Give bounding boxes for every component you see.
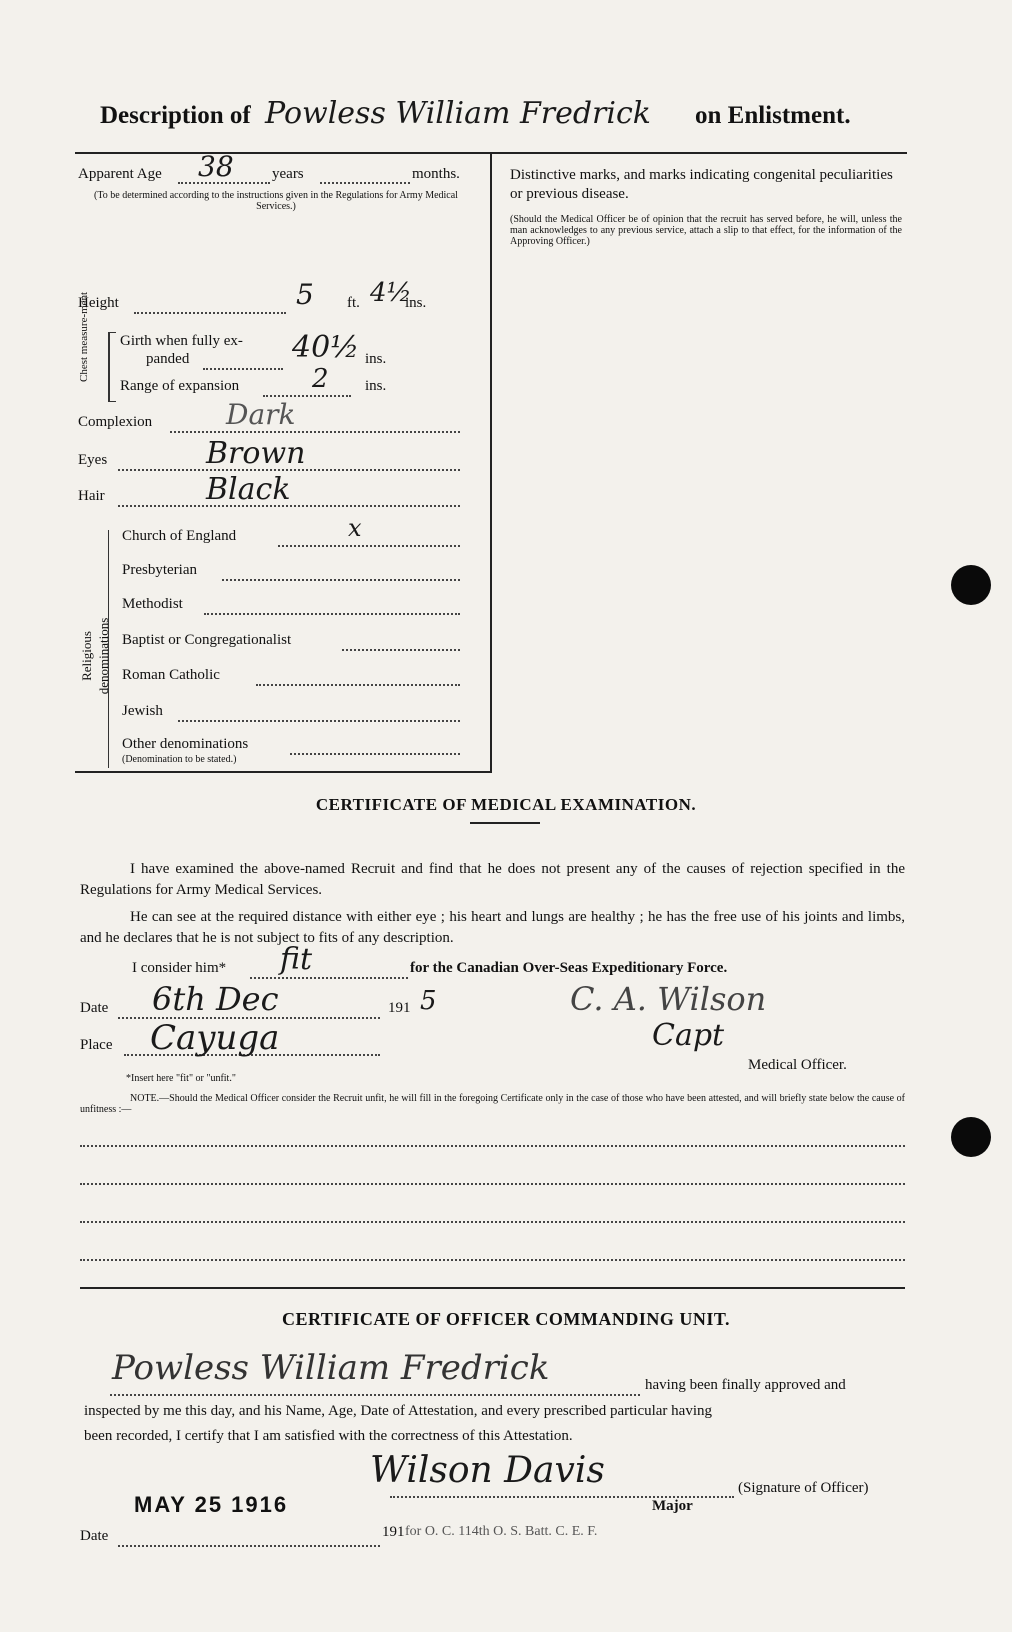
age-note: (To be determined according to the instructions given in the Regulations for Army Medical Services.): [94, 190, 458, 212]
medical-para1: I have examined the above-named Recruit and find that he does not present any of the causes of rejection specified in the Regulations for Army Medical Services.: [80, 861, 905, 898]
commanding-line1-tail: having been finally approved and: [645, 1377, 846, 1393]
marks-title: Distinctive marks, and marks indicating congenital peculiarities or previous disease.: [510, 167, 893, 202]
hair-value: Black: [206, 472, 291, 507]
range-ins-label: ins.: [365, 378, 387, 394]
religion-brace: [108, 530, 115, 768]
complexion-value: Dark: [226, 398, 296, 431]
force-text: for the Canadian Over-Seas Expeditionary Force.: [410, 960, 728, 976]
religion-row: [122, 632, 291, 649]
religion-row: [122, 736, 248, 753]
height-label: Height: [78, 295, 119, 311]
medical-title-rule: [470, 822, 540, 824]
range-value: 2: [312, 364, 329, 394]
religion-dots: [256, 684, 460, 686]
religion-label: Church of England: [122, 528, 237, 544]
punch-hole-top: [951, 565, 991, 605]
religion-dots: [290, 753, 460, 755]
complexion-dots: [170, 431, 460, 433]
age-label: Apparent Age: [78, 166, 162, 182]
commanding-line3: been recorded, I certify that I am satisfied with the correctness of this Attestation.: [84, 1428, 573, 1444]
religion-row: [122, 703, 163, 720]
consider-value: fit: [280, 942, 313, 977]
religion-dots: [342, 649, 460, 651]
religion-dots: [178, 720, 460, 722]
medical-title: CERTIFICATE OF MEDICAL EXAMINATION.: [315, 795, 697, 814]
religion-label: Baptist or Congregationalist: [122, 632, 292, 648]
column-divider: [490, 152, 492, 772]
commanding-sig-label: (Signature of Officer): [738, 1480, 869, 1496]
consider-label: I consider him*: [132, 960, 227, 976]
commanding-name-dots: [110, 1394, 640, 1396]
height-in-value: 4½: [370, 278, 412, 308]
religion-label: Other denominations: [122, 736, 249, 752]
unfit-line-1: [80, 1145, 905, 1147]
months-dots: [320, 182, 410, 184]
religion-mark: x: [348, 514, 362, 542]
religion-row: [122, 596, 183, 613]
religion-row: [122, 562, 197, 579]
girth-dots: [203, 368, 283, 370]
height-ft-value: 5: [296, 278, 314, 311]
place-value: Cayuga: [150, 1018, 280, 1058]
left-bottom-rule: [75, 771, 492, 773]
months-label: months.: [412, 166, 460, 182]
medical-year-prefix: 191: [388, 1000, 411, 1016]
insert-note: *Insert here "fit" or "unfit.": [126, 1073, 236, 1084]
commanding-name: Powless William Fredrick: [112, 1348, 550, 1388]
medical-date-value: 6th Dec: [152, 980, 279, 1018]
chest-side-label: Chest measure-ment: [78, 291, 90, 382]
religion-dots: [222, 579, 460, 581]
religion-side-label: Religious denominations: [79, 617, 111, 695]
girth-ins-label: ins.: [365, 351, 387, 367]
unfit-line-2: [80, 1183, 905, 1185]
date-stamp: MAY 25 1916: [134, 1492, 289, 1517]
years-label: years: [272, 166, 304, 182]
girth-value: 40½: [292, 330, 360, 365]
commanding-signature: Wilson Davis: [370, 1450, 605, 1491]
commanding-title: CERTIFICATE OF OFFICER COMMANDING UNIT.: [281, 1309, 731, 1329]
header-suffix: on Enlistment.: [695, 102, 851, 129]
medical-date-label: Date: [80, 1000, 109, 1016]
religion-dots: [278, 545, 460, 547]
medical-para2: He can see at the required distance with either eye ; his heart and lungs are healthy ; he has the free use of his joints and limbs, and he declares that he is not subject to fits of any description.: [80, 909, 905, 946]
religion-row: [122, 667, 220, 684]
commanding-rank: Major: [652, 1498, 693, 1514]
unfit-line-4: [80, 1259, 905, 1261]
girth-label-1: Girth when fully ex-: [120, 333, 243, 349]
ft-label: ft.: [347, 295, 360, 311]
religion-dots: [204, 613, 460, 615]
chest-brace: [108, 332, 116, 402]
consider-dots: [250, 977, 408, 979]
age-value: 38: [198, 150, 234, 183]
religion-label: Roman Catholic: [122, 667, 220, 683]
girth-label-2: panded: [146, 351, 190, 367]
commanding-date-dots: [118, 1545, 380, 1547]
medical-officer-rank: Capt: [652, 1018, 725, 1053]
religion-label: Jewish: [122, 703, 163, 719]
marks-note: (Should the Medical Officer be of opinion that the recruit has served before, he will, unless the man acknowledges to any previous service, attach a slip to that effect, for the information of the Approving Officer.): [510, 214, 902, 247]
punch-hole-bottom: [951, 1117, 991, 1157]
complexion-label: Complexion: [78, 414, 153, 430]
unfit-note: NOTE.—Should the Medical Officer consider the Recruit unfit, he will fill in the foregoing Certificate only in the case of those who have been attested, and will briefly state below the cause of unfitness :—: [80, 1093, 905, 1115]
commanding-year-prefix: 191: [382, 1524, 405, 1540]
religion-label: Presbyterian: [122, 562, 197, 578]
range-dots: [263, 395, 351, 397]
section-rule: [80, 1287, 905, 1289]
height-ins-label: ins.: [405, 295, 427, 311]
religion-row: [122, 528, 236, 545]
range-label: Range of expansion: [120, 378, 240, 394]
place-label: Place: [80, 1037, 113, 1053]
eyes-value: Brown: [206, 436, 306, 471]
eyes-label: Eyes: [78, 452, 108, 468]
unfit-line-3: [80, 1221, 905, 1223]
medical-officer-signature: C. A. Wilson: [570, 980, 767, 1018]
commanding-line2: inspected by me this day, and his Name, Age, Date of Attestation, and every prescribed particular having: [84, 1403, 713, 1419]
medical-year-value: 5: [420, 986, 437, 1016]
religion-label: Methodist: [122, 596, 183, 612]
header-prefix: Description of: [100, 102, 251, 129]
header-name: Powless William Fredrick: [265, 96, 651, 131]
medical-officer-label: Medical Officer.: [748, 1057, 847, 1073]
height-dots: [134, 312, 286, 314]
commanding-unit: for O. C. 114th O. S. Batt. C. E. F.: [405, 1524, 598, 1539]
denomination-note: (Denomination to be stated.): [122, 754, 237, 765]
commanding-date-label: Date: [80, 1528, 109, 1544]
hair-label: Hair: [78, 488, 105, 504]
